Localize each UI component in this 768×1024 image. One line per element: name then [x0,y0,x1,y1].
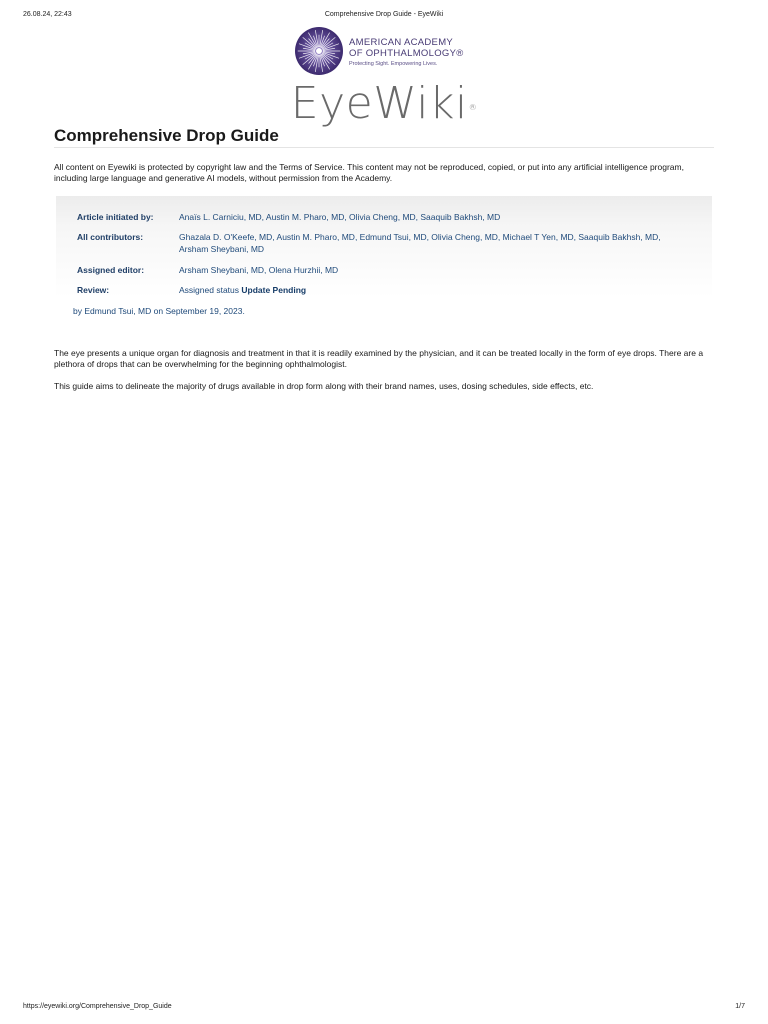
aao-wordmark [349,37,464,67]
registered-mark: ® [468,103,478,112]
review-status-badge[interactable]: Update Pending [241,285,307,295]
aao-org-line2: OF OPHTHALMOLOGY® [349,48,464,59]
aao-org-line1: AMERICAN ACADEMY [349,37,454,48]
print-page-title: Comprehensive Drop Guide - EyeWiki [324,11,444,18]
aao-tagline: Protecting Sight. Empowering Lives. [349,61,438,67]
body-paragraph-1: The eye presents a unique organ for diagnosis and treatment in that it is readily examined by the physician, and it can be treated locally in the form of eye drops. There are a plethora of drops that can be overwhelming for the beginning ophthalmologist. [54,348,704,369]
print-page-number: 1/7 [735,1003,745,1010]
title-divider [54,147,714,148]
eyewiki-wordmark: EyeWiki [290,78,468,129]
meta-value-contributors[interactable]: Ghazala D. O'Keefe, MD, Austin M. Pharo, MD, Edmund Tsui, MD, Olivia Cheng, MD, Michael T Yen, MD, Saaquib Bakhsh, MD, Arsham Sheybani, MD [179,232,661,254]
meta-value-initiated[interactable]: Anaïs L. Carniciu, MD, Austin M. Pharo, MD, Olivia Cheng, MD, Saaquib Bakhsh, MD [179,212,501,222]
meta-label-editor: Assigned editor: [77,265,145,275]
meta-label-initiated: Article initiated by: [77,212,154,222]
article-meta-box [56,196,712,298]
print-footer [23,1003,745,1015]
meta-value-editor[interactable]: Arsham Sheybani, MD, Olena Hurzhii, MD [179,265,339,275]
aao-logo[interactable] [294,26,494,76]
page-title: Comprehensive Drop Guide [54,126,279,145]
meta-label-review: Review: [77,285,110,295]
review-status-prefix: Assigned status [179,285,240,295]
copyright-notice: All content on Eyewiki is protected by copyright law and the Terms of Service. This content may not be reproduced, copied, or put into any artificial intelligence program, including large language and generative AI models, without permission from the Academy. [54,162,684,183]
eyewiki-logo[interactable] [0,80,768,128]
print-datetime: 26.08.24, 22:43 [23,11,72,18]
meta-label-contributors: All contributors: [77,232,144,242]
print-url: https://eyewiki.org/Comprehensive_Drop_Guide [23,1003,172,1010]
aao-seal-icon [294,26,344,76]
body-paragraph-2: This guide aims to delineate the majority of drugs available in drop form along with their brand names, uses, dosing schedules, side effects, etc. [54,381,594,391]
print-header [23,11,745,23]
meta-value-review [179,284,689,296]
article-byline[interactable]: by Edmund Tsui, MD on September 19, 2023. [73,306,245,316]
